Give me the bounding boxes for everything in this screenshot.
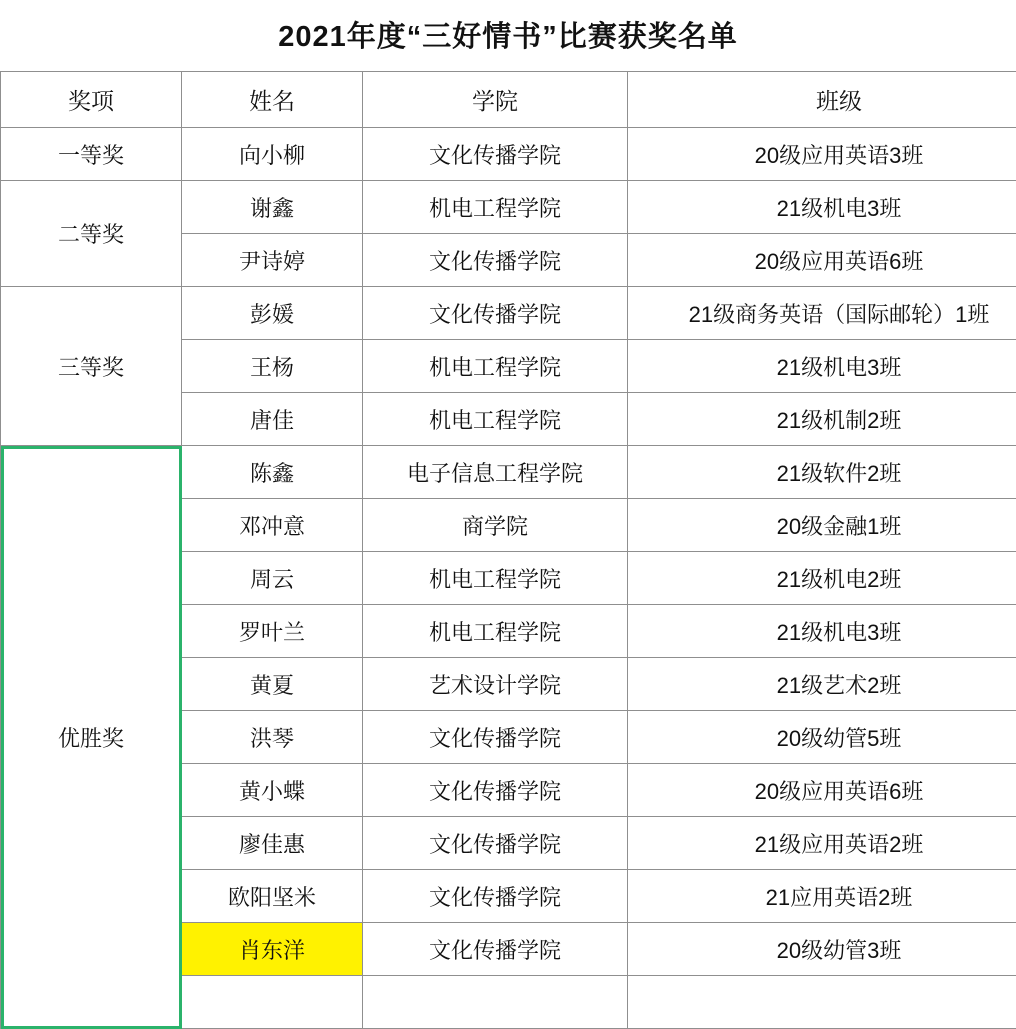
name-cell[interactable]: 邓冲意 — [182, 499, 363, 552]
page-title: 2021年度“三好情书”比赛获奖名单 — [0, 0, 1016, 71]
class-cell[interactable]: 21级应用英语2班 — [628, 817, 1016, 870]
class-cell[interactable]: 21级机电3班 — [628, 605, 1016, 658]
class-cell[interactable]: 20级应用英语6班 — [628, 234, 1016, 287]
class-cell[interactable]: 20级金融1班 — [628, 499, 1016, 552]
name-cell[interactable]: 唐佳 — [182, 393, 363, 446]
table-row — [1, 446, 1016, 499]
table-row — [1, 128, 1016, 181]
class-cell[interactable]: 20级幼管5班 — [628, 711, 1016, 764]
class-cell[interactable]: 21应用英语2班 — [628, 870, 1016, 923]
college-cell[interactable]: 文化传播学院 — [363, 711, 628, 764]
name-cell[interactable]: 周云 — [182, 552, 363, 605]
class-cell[interactable]: 20级应用英语3班 — [628, 128, 1016, 181]
name-cell[interactable]: 向小柳 — [182, 128, 363, 181]
class-cell[interactable]: 21级机电2班 — [628, 552, 1016, 605]
award-category-cell[interactable]: 二等奖 — [1, 181, 182, 287]
class-cell[interactable]: 21级软件2班 — [628, 446, 1016, 499]
class-cell[interactable]: 20级应用英语6班 — [628, 764, 1016, 817]
college-cell[interactable]: 文化传播学院 — [363, 234, 628, 287]
name-cell[interactable]: 洪琴 — [182, 711, 363, 764]
class-cell[interactable]: 20级幼管3班 — [628, 923, 1016, 976]
college-cell[interactable]: 机电工程学院 — [363, 393, 628, 446]
college-cell[interactable]: 文化传播学院 — [363, 764, 628, 817]
name-cell-highlighted[interactable]: 肖东洋 — [182, 923, 363, 976]
college-cell[interactable]: 机电工程学院 — [363, 552, 628, 605]
college-cell[interactable]: 文化传播学院 — [363, 923, 628, 976]
table-row — [1, 181, 1016, 234]
name-cell[interactable]: 尹诗婷 — [182, 234, 363, 287]
class-cell[interactable]: 21级机电3班 — [628, 181, 1016, 234]
name-cell[interactable]: 黄夏 — [182, 658, 363, 711]
table-row — [1, 287, 1016, 340]
college-cell[interactable]: 电子信息工程学院 — [363, 446, 628, 499]
name-cell[interactable]: 罗叶兰 — [182, 605, 363, 658]
college-cell[interactable]: 商学院 — [363, 499, 628, 552]
college-cell[interactable]: 文化传播学院 — [363, 128, 628, 181]
college-cell[interactable]: 机电工程学院 — [363, 340, 628, 393]
college-cell[interactable]: 机电工程学院 — [363, 605, 628, 658]
header-name: 姓名 — [182, 72, 363, 128]
header-award: 奖项 — [1, 72, 182, 128]
college-cell[interactable]: 文化传播学院 — [363, 287, 628, 340]
header-class: 班级 — [628, 72, 1016, 128]
header-college: 学院 — [363, 72, 628, 128]
class-cell[interactable]: 21级机电3班 — [628, 340, 1016, 393]
college-cell[interactable]: 文化传播学院 — [363, 817, 628, 870]
class-cell[interactable] — [628, 976, 1016, 1029]
name-cell[interactable]: 彭媛 — [182, 287, 363, 340]
class-cell[interactable]: 21级商务英语（国际邮轮）1班 — [628, 287, 1016, 340]
name-cell[interactable]: 黄小蝶 — [182, 764, 363, 817]
college-cell[interactable]: 艺术设计学院 — [363, 658, 628, 711]
college-cell[interactable] — [363, 976, 628, 1029]
name-cell[interactable]: 陈鑫 — [182, 446, 363, 499]
table-header-row — [1, 72, 1016, 128]
award-category-cell[interactable]: 优胜奖 — [1, 446, 182, 1029]
name-cell[interactable]: 王杨 — [182, 340, 363, 393]
name-cell[interactable]: 欧阳坚米 — [182, 870, 363, 923]
college-cell[interactable]: 文化传播学院 — [363, 870, 628, 923]
name-cell[interactable]: 廖佳惠 — [182, 817, 363, 870]
class-cell[interactable]: 21级艺术2班 — [628, 658, 1016, 711]
award-category-cell[interactable]: 一等奖 — [1, 128, 182, 181]
college-cell[interactable]: 机电工程学院 — [363, 181, 628, 234]
award-category-cell[interactable]: 三等奖 — [1, 287, 182, 446]
name-cell[interactable] — [182, 976, 363, 1029]
name-cell[interactable]: 谢鑫 — [182, 181, 363, 234]
award-list-table — [0, 71, 1016, 1029]
class-cell[interactable]: 21级机制2班 — [628, 393, 1016, 446]
